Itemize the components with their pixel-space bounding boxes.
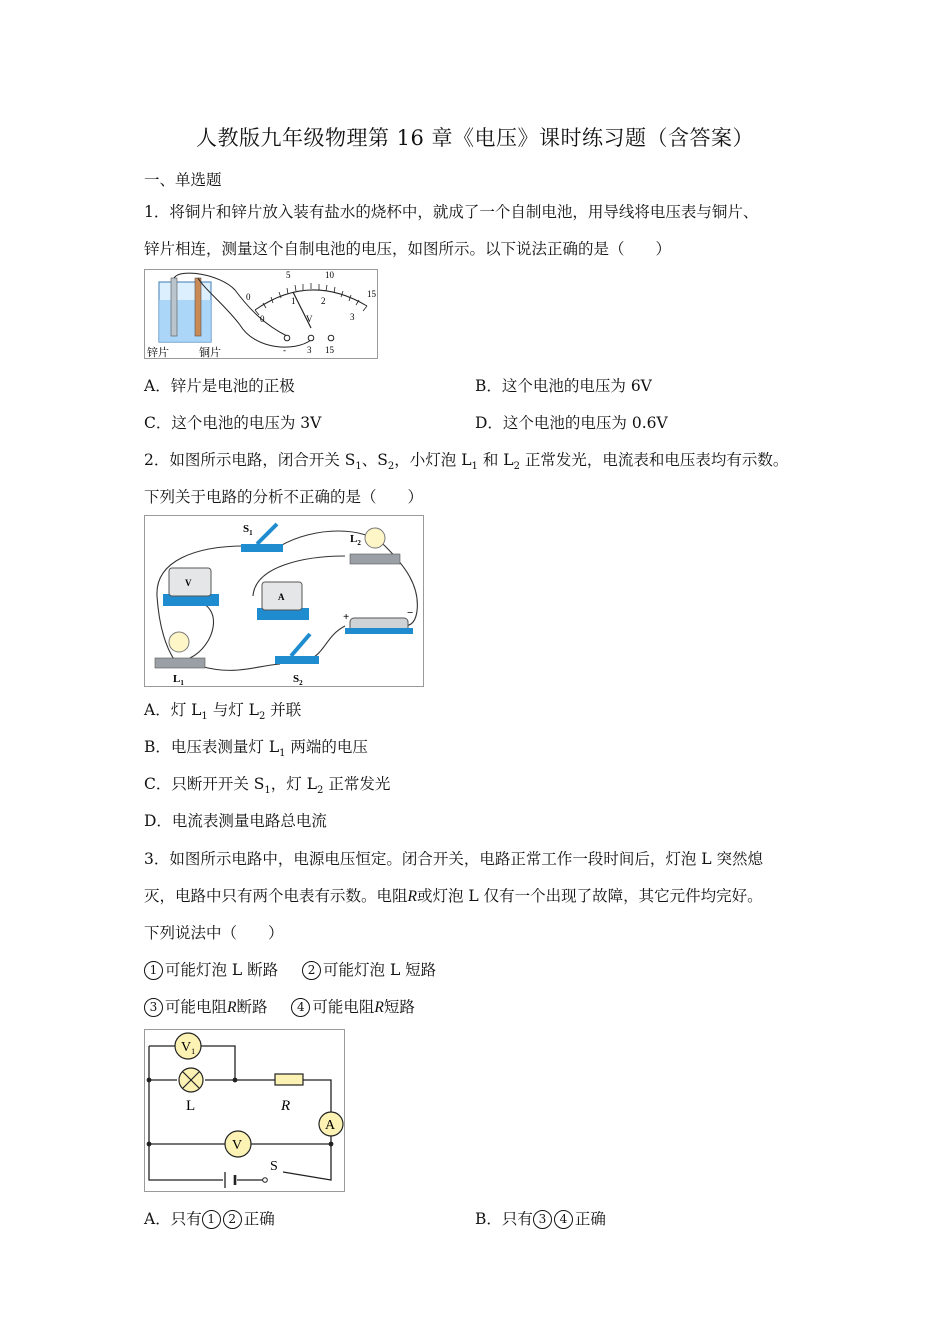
junction-mid xyxy=(233,1078,238,1083)
junction-left-bottom xyxy=(147,1142,152,1147)
section-heading: 一、单选题 xyxy=(144,171,222,189)
terminal-15 xyxy=(328,335,334,341)
q3-figure-circuit xyxy=(144,1029,345,1192)
switch-pivot xyxy=(263,1178,268,1183)
q2-option-b: B．电压表测量灯 $L_1$ 两端的电压 xyxy=(144,738,368,759)
q2-figure-circuit xyxy=(144,515,424,687)
scale-bottom-1: 1 xyxy=(291,296,296,306)
copper-plate xyxy=(195,278,201,336)
lamp-l2-bulb xyxy=(365,528,385,548)
q1-text-line1: 1．将铜片和锌片放入装有盐水的烧杯中，就成了一个自制电池，用导线将电压表与铜片、 xyxy=(144,203,759,221)
voltmeter-label: V xyxy=(185,578,192,588)
switch-s2-lever xyxy=(291,634,310,656)
terminal-label-3: 3 xyxy=(307,345,312,355)
zinc-plate xyxy=(171,278,177,336)
meter-ticks xyxy=(255,283,367,315)
q3-statements-row1: 1 可能灯泡 L 断路 2 可能灯泡 L 短路 xyxy=(144,958,436,980)
q3-option-b: B．只有 3 4 正确 xyxy=(475,1210,606,1228)
label-copper: 铜片 xyxy=(199,347,221,358)
terminal-label-15: 15 xyxy=(325,345,334,355)
terminal-3 xyxy=(308,335,314,341)
junction-right-bottom xyxy=(329,1142,334,1147)
q2-option-a: A．灯 $L_1$ 与灯 $L_2$ 并联 xyxy=(144,701,302,722)
switch-s2-base xyxy=(275,656,319,664)
switch-label: S xyxy=(270,1159,278,1174)
q2-figure-drawing xyxy=(145,516,423,686)
q3-text-line3: 下列说法中（ ） xyxy=(144,924,284,942)
lamp-l1-base xyxy=(155,658,205,668)
q1-text-line2: 锌片相连，测量这个自制电池的电压，如图所示。以下说法正确的是（ ） xyxy=(144,240,672,258)
terminal-label-negative: - xyxy=(283,345,286,355)
scale-bottom-2: 2 xyxy=(321,296,326,306)
switch-s1-base xyxy=(241,544,283,552)
scale-bottom-0: 0 xyxy=(260,314,265,324)
q1-option-a: A．锌片是电池的正极 xyxy=(144,377,295,395)
scale-top-0: 0 xyxy=(246,292,251,302)
ammeter-label: A xyxy=(278,592,285,602)
switch-s1-label: $S_1$ xyxy=(243,523,253,537)
battery-minus-label: − xyxy=(407,607,414,619)
meter-unit: V xyxy=(306,314,313,324)
battery-plus-label: + xyxy=(343,611,350,623)
voltmeter-v-label: V xyxy=(232,1138,243,1153)
lamp-label: L xyxy=(186,1098,196,1114)
junction-left-top xyxy=(147,1078,152,1083)
q1-figure-drawing xyxy=(145,270,377,358)
q2-option-c: C．只断开开关 $S_1$，灯 $L_2$ 正常发光 xyxy=(144,775,391,796)
q1-option-d: D．这个电池的电压为 0.6V xyxy=(475,414,668,432)
resistor-label: R xyxy=(281,1098,291,1114)
lamp-l2-base xyxy=(350,554,400,564)
q1-figure-voltmeter-battery xyxy=(144,269,378,359)
q3-statements-row2: 3 可能电阻R断路 4 可能电阻R短路 xyxy=(144,995,415,1017)
label-zinc: 锌片 xyxy=(147,347,169,358)
lamp-l2-label: $L_2$ xyxy=(350,533,361,547)
resistor-box xyxy=(275,1074,303,1085)
switch-s1-lever xyxy=(257,524,277,544)
scale-top-15: 15 xyxy=(367,289,376,299)
switch-s2-label: $S_2$ xyxy=(293,673,303,686)
q1-option-c: C．这个电池的电压为 3V xyxy=(144,414,322,432)
scale-top-5: 5 xyxy=(286,270,291,280)
page-title: 人教版九年级物理第 16 章《电压》课时练习题（含答案） xyxy=(195,126,755,150)
ammeter-label: A xyxy=(325,1118,336,1133)
q3-text-line2: 灭，电路中只有两个电表有示数。电阻R或灯泡 L 仅有一个出现了故障，其它元件均完好。 xyxy=(144,887,763,905)
q1-option-b: B．这个电池的电压为 6V xyxy=(475,377,652,395)
scale-bottom-3: 3 xyxy=(350,312,355,322)
q2-text-line1: 2．如图所示电路，闭合开关 $S_1$、$S_2$，小灯泡 $L_1$ 和 $L_2$ 正常发光，电流表和电压表均有示数。 xyxy=(144,451,789,472)
lamp-l1-label: $L_1$ xyxy=(173,673,184,686)
q3-wires xyxy=(149,1046,331,1180)
salt-water xyxy=(159,300,211,342)
scale-top-10: 10 xyxy=(325,270,334,280)
terminal-negative xyxy=(284,335,290,341)
q3-figure-drawing xyxy=(145,1030,344,1191)
q3-option-a: A．只有 1 2 正确 xyxy=(144,1210,275,1228)
battery-holder xyxy=(345,628,413,634)
q2-text-line2: 下列关于电路的分析不正确的是（ ） xyxy=(144,488,424,506)
q2-option-d: D．电流表测量电路总电流 xyxy=(144,812,327,830)
q3-text-line1: 3．如图所示电路中，电源电压恒定。闭合开关，电路正常工作一段时间后，灯泡 L 突然熄 xyxy=(144,850,764,868)
voltmeter-v1-label: $V_1$ xyxy=(181,1040,196,1056)
lamp-l1-bulb xyxy=(169,632,189,652)
